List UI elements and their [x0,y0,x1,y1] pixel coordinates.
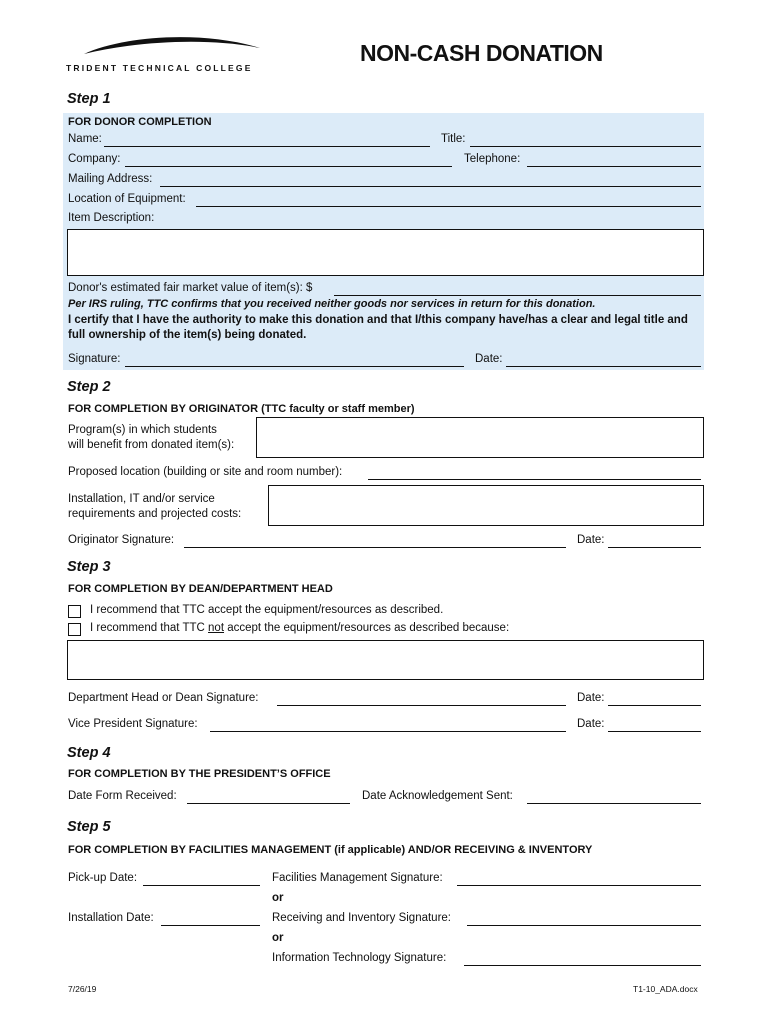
step2-heading: FOR COMPLETION BY ORIGINATOR (TTC faculty or staff member) [68,403,415,415]
proposed-location-field[interactable] [368,479,701,480]
facilities-signature-field[interactable] [457,885,701,886]
not-accept-label: I recommend that TTC not accept the equipment/resources as described because: [90,622,510,634]
receiving-signature-label: Receiving and Inventory Signature: [272,912,451,924]
item-description-label: Item Description: [68,212,155,224]
irs-note: Per IRS ruling, TTC confirms that you received neither goods nor services in return for this donation. [68,298,596,310]
item-description-box[interactable] [67,229,704,276]
vp-date-field[interactable] [608,731,701,732]
step3-title: Step 3 [67,559,111,575]
originator-date-field[interactable] [608,547,701,548]
step3-heading: FOR COMPLETION BY DEAN/DEPARTMENT HEAD [68,583,333,595]
not-accept-reason-box[interactable] [67,640,704,680]
installation-box[interactable] [268,485,704,526]
not-emphasis: not [208,622,225,634]
mailing-address-field[interactable] [160,186,701,187]
donor-date-field[interactable] [506,366,701,367]
step5-title: Step 5 [67,819,111,835]
step2-title: Step 2 [67,379,111,395]
programs-label-line1: Program(s) in which students [68,424,217,436]
dept-head-signature-field[interactable] [277,705,566,706]
date-received-field[interactable] [187,803,350,804]
originator-signature-field[interactable] [184,547,566,548]
acknowledgement-field[interactable] [527,803,701,804]
receiving-signature-field[interactable] [467,925,701,926]
vp-signature-label: Vice President Signature: [68,718,198,730]
name-field[interactable] [104,146,430,147]
programs-box[interactable] [256,417,704,458]
step5-heading: FOR COMPLETION BY FACILITIES MANAGEMENT (if applicable) AND/OR RECEIVING & INVENTORY [68,844,593,856]
company-label: Company: [68,153,121,165]
fair-market-value-label: Donor's estimated fair market value of item(s): $ [68,282,313,294]
footer-date: 7/26/19 [68,984,97,994]
dept-head-signature-label: Department Head or Dean Signature: [68,692,259,704]
fair-market-value-field[interactable] [334,295,701,296]
name-label: Name: [68,133,102,145]
title-label: Title: [441,133,466,145]
donor-signature-field[interactable] [125,366,464,367]
it-signature-field[interactable] [464,965,701,966]
it-signature-label: Information Technology Signature: [272,952,447,964]
step4-heading: FOR COMPLETION BY THE PRESIDENT’S OFFICE [68,768,331,780]
mailing-address-label: Mailing Address: [68,173,153,185]
proposed-location-label: Proposed location (building or site and room number): [68,466,343,478]
vp-date-label: Date: [577,718,605,730]
installation-date-field[interactable] [161,925,260,926]
footer-doc-id: T1-10_ADA.docx [633,984,698,994]
vp-signature-field[interactable] [210,731,566,732]
programs-label-line2: will benefit from donated item(s): [68,439,235,451]
not-accept-checkbox[interactable] [68,623,81,636]
donor-signature-label: Signature: [68,353,121,365]
installation-label-line1: Installation, IT and/or service [68,493,215,505]
or-text-2: or [272,932,284,944]
installation-label-line2: requirements and projected costs: [68,508,242,520]
date-received-label: Date Form Received: [68,790,177,802]
location-label: Location of Equipment: [68,193,186,205]
or-text-1: or [272,892,284,904]
donor-date-label: Date: [475,353,503,365]
acknowledgement-label: Date Acknowledgement Sent: [362,790,513,802]
location-field[interactable] [196,206,701,207]
college-name: TRIDENT TECHNICAL COLLEGE [66,63,253,73]
pickup-date-field[interactable] [143,885,260,886]
step1-title: Step 1 [67,91,111,107]
company-field[interactable] [125,166,452,167]
originator-date-label: Date: [577,534,605,546]
originator-signature-label: Originator Signature: [68,534,175,546]
dept-head-date-label: Date: [577,692,605,704]
dept-head-date-field[interactable] [608,705,701,706]
form-title: NON-CASH DONATION [360,40,603,66]
telephone-label: Telephone: [464,153,521,165]
step4-title: Step 4 [67,745,111,761]
certify-statement: I certify that I have the authority to make this donation and that I/this company have/has a clear and legal title and full ownership of the item(s) being donated. [68,314,688,341]
college-logo-swoosh [82,32,262,58]
telephone-field[interactable] [527,166,701,167]
pickup-date-label: Pick-up Date: [68,872,138,884]
facilities-signature-label: Facilities Management Signature: [272,872,443,884]
installation-date-label: Installation Date: [68,912,154,924]
title-field[interactable] [470,146,701,147]
accept-checkbox[interactable] [68,605,81,618]
accept-label: I recommend that TTC accept the equipment/resources as described. [90,604,444,616]
step1-heading: FOR DONOR COMPLETION [68,116,212,128]
